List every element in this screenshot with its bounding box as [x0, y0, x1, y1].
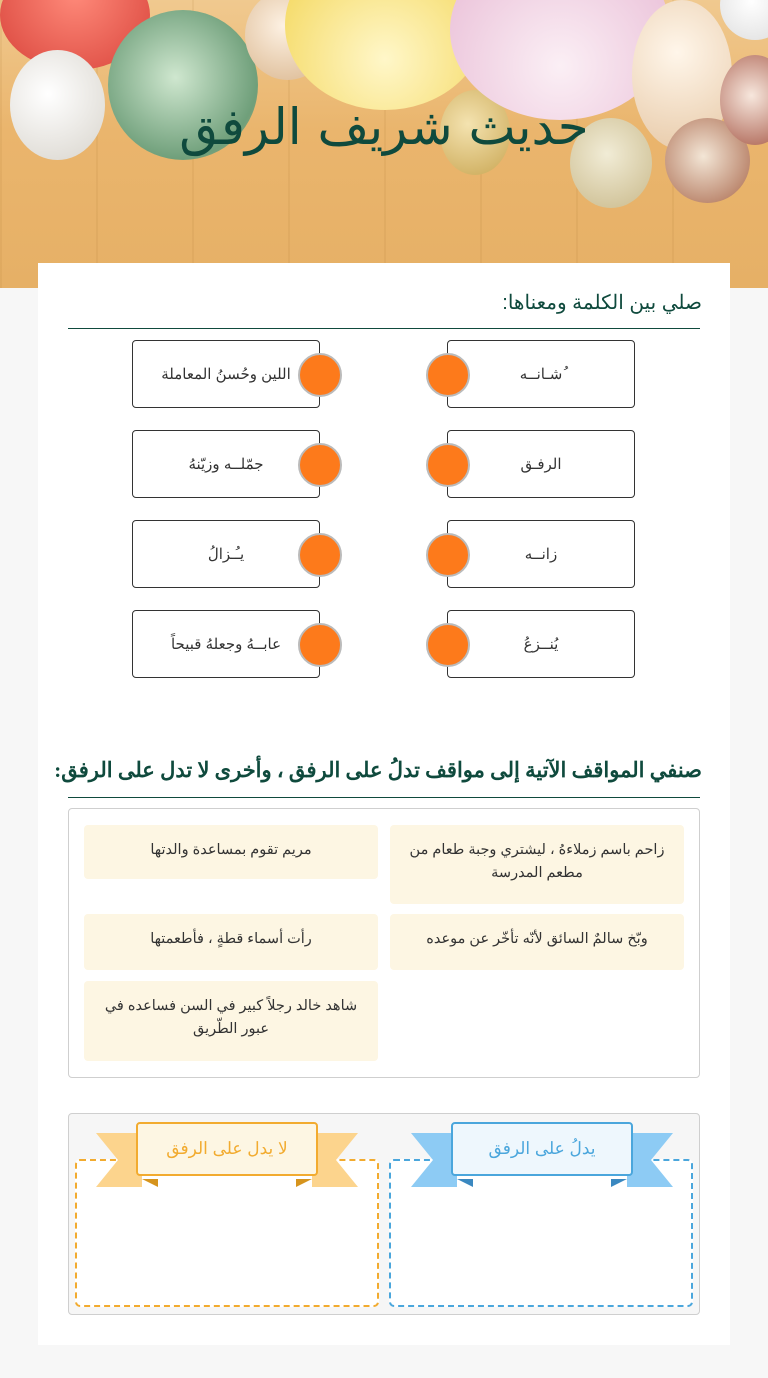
connector-dot[interactable]	[426, 623, 470, 667]
situation-tile[interactable]: شاهد خالد رجلاً كبير في السن فساعده في عبور الطّريق	[84, 981, 378, 1061]
connector-dot[interactable]	[298, 353, 342, 397]
matching-section-heading: صلي بين الكلمة ومعناها:	[502, 292, 702, 314]
section-divider	[68, 328, 700, 329]
shell-decoration	[720, 0, 768, 40]
section-divider	[68, 797, 700, 798]
classify-section-heading: صنفي المواقف الآتية إلى مواقف تدلُ على الرفق ، وأخرى لا تدل على الرفق:	[54, 758, 702, 782]
connector-dot[interactable]	[298, 533, 342, 577]
connector-dot[interactable]	[426, 353, 470, 397]
word-box: ُشـانــه	[447, 340, 635, 408]
connector-dot[interactable]	[426, 533, 470, 577]
connector-dot[interactable]	[298, 623, 342, 667]
header-banner	[0, 0, 768, 288]
situation-tile[interactable]: مريم تقوم بمساعدة والدتها	[84, 825, 378, 879]
page-title: حديث شريف الرفق	[179, 98, 589, 156]
tiles-container	[68, 808, 700, 1078]
meaning-box: جمّلــه وزيّنهُ	[132, 430, 320, 498]
meaning-box: يـُـزالُ	[132, 520, 320, 588]
not-kindness-bin-label: لا يدل على الرفق	[136, 1122, 318, 1176]
situation-tile[interactable]: وبّخ سالمٌ السائق لأنّه تأخّر عن موعده	[390, 914, 684, 970]
meaning-box: عابــهُ وجعلهُ قبيحاً	[132, 610, 320, 678]
meaning-box: اللين وحُسنُ المعاملة	[132, 340, 320, 408]
connector-dot[interactable]	[298, 443, 342, 487]
kindness-bin-label: يدلُ على الرفق	[451, 1122, 633, 1176]
word-box: زانــه	[447, 520, 635, 588]
word-box: الرفـق	[447, 430, 635, 498]
situation-tile[interactable]: زاحم باسم زملاءهُ ، ليشتري وجبة طعام من مطعم المدرسة	[390, 825, 684, 904]
bins-container	[68, 1113, 700, 1315]
situation-tile[interactable]: رأت أسماء قطةٍ ، فأطعمتها	[84, 914, 378, 970]
connector-dot[interactable]	[426, 443, 470, 487]
word-box: يُنــزعُ	[447, 610, 635, 678]
